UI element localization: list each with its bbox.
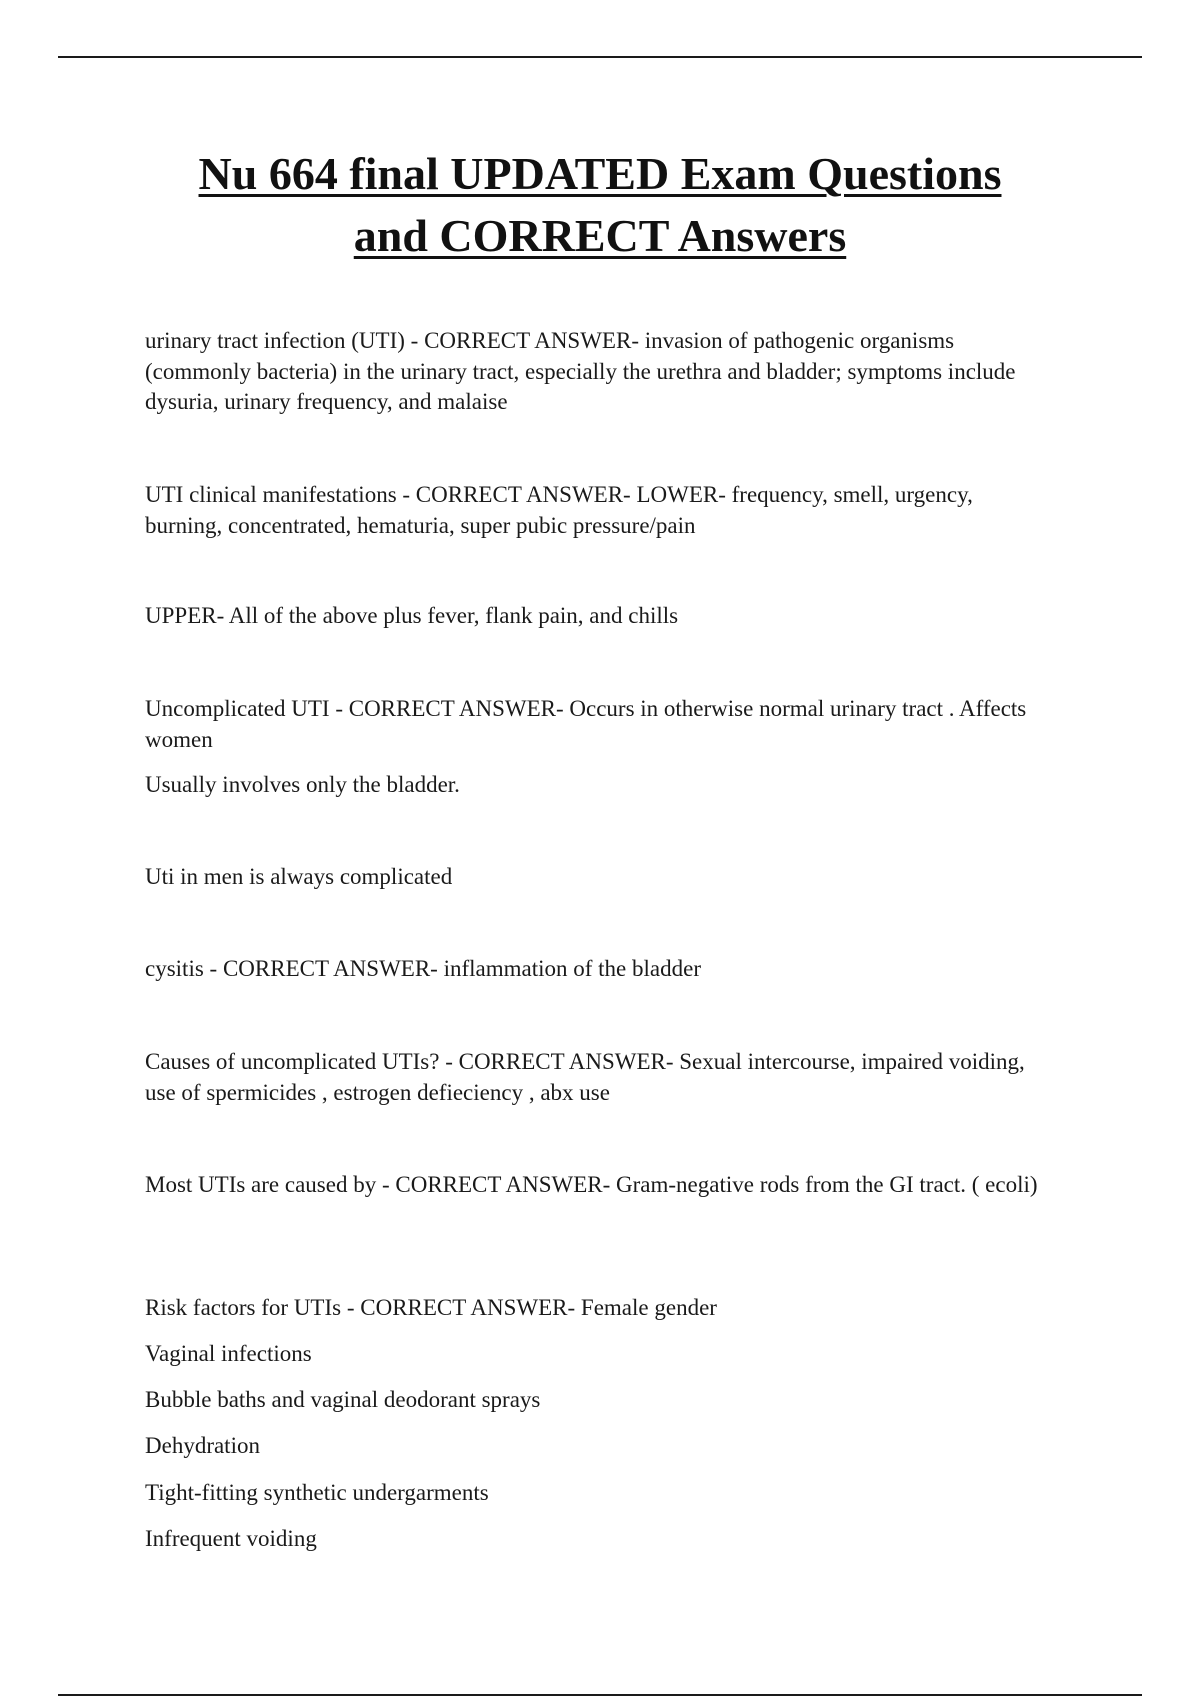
paragraph-uncomplicated-causes: Causes of uncomplicated UTIs? - CORRECT ANSWER- Sexual intercourse, impaired voiding, use of spermicides , estrogen defieciency , abx use	[145, 1049, 1025, 1105]
paragraph-uti-manifestations: UTI clinical manifestations - CORRECT ANSWER- LOWER- frequency, smell, urgency, burning, concentrated, hematuria, super pubic pressure/pain	[145, 482, 973, 538]
list-item: Vaginal infections	[145, 1341, 312, 1366]
paragraph-risk-factors: Risk factors for UTIs - CORRECT ANSWER- Female gender	[145, 1295, 717, 1320]
paragraph-uti-men: Uti in men is always complicated	[145, 864, 453, 889]
header-rule	[58, 56, 1142, 58]
list-item: Dehydration	[145, 1433, 260, 1458]
footer-rule	[58, 1694, 1142, 1696]
paragraph-upper-uti: UPPER- All of the above plus fever, flank pain, and chills	[145, 603, 679, 628]
title-line-2: and CORRECT Answers	[353, 210, 847, 261]
paragraph-uti-cause: Most UTIs are caused by - CORRECT ANSWER- Gram-negative rods from the GI tract. ( ecoli)	[145, 1172, 1038, 1197]
title-line-1: Nu 664 final UPDATED Exam Questions	[198, 148, 1002, 199]
paragraph-bladder-only: Usually involves only the bladder.	[145, 772, 460, 797]
list-item: Infrequent voiding	[145, 1526, 317, 1551]
document-title	[0, 143, 1200, 267]
paragraph-uti-definition: urinary tract infection (UTI) - CORRECT ANSWER- invasion of pathogenic organisms (commonly bacteria) in the urinary tract, especially the urethra and bladder; symptoms include dysuria, urinary frequency, and malaise	[145, 328, 1016, 414]
paragraph-uncomplicated-uti: Uncomplicated UTI - CORRECT ANSWER- Occurs in otherwise normal urinary tract . Affects women	[145, 696, 1027, 752]
paragraph-cystitis: cysitis - CORRECT ANSWER- inflammation of the bladder	[145, 956, 701, 981]
list-item: Tight-fitting synthetic undergarments	[145, 1480, 489, 1505]
list-item: Bubble baths and vaginal deodorant sprays	[145, 1387, 541, 1412]
